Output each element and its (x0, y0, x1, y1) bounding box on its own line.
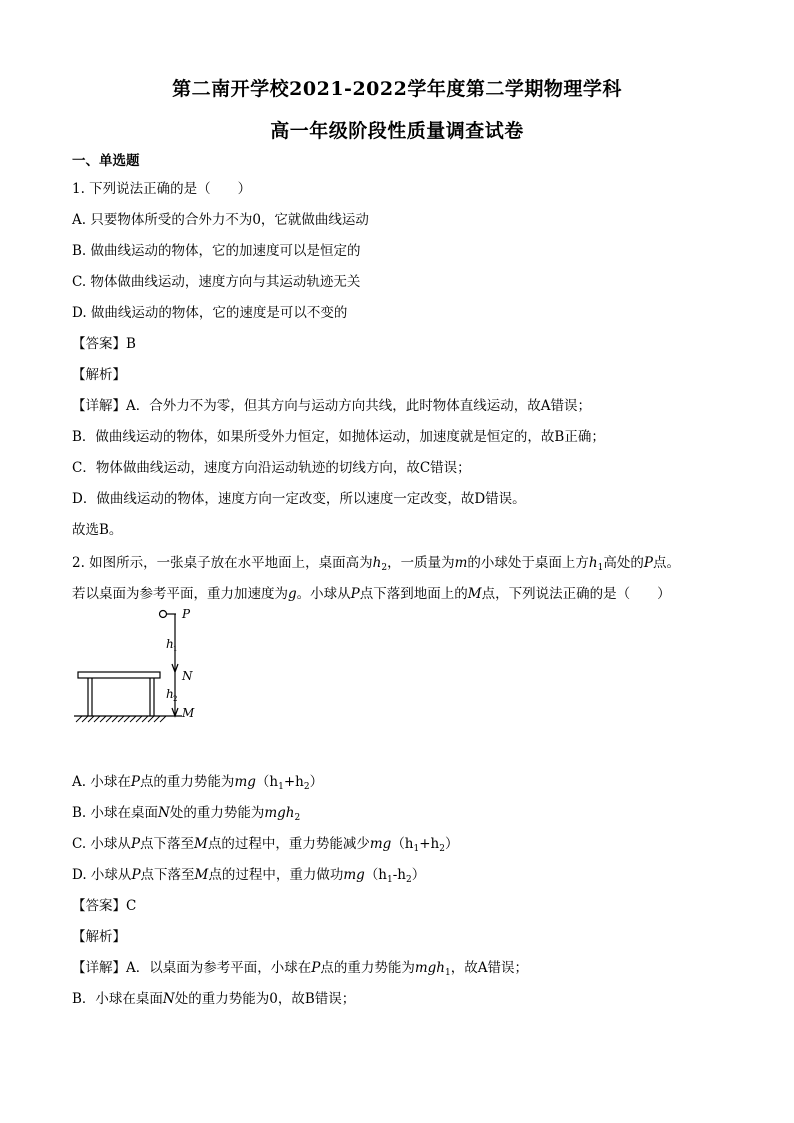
q2-option-a: A. 小球在P点的重力势能为$mg(h_1+h_2)$ (72, 774, 324, 792)
title-line-2: 高一年级阶段性质量调查试卷 (270, 120, 524, 142)
section-heading: 一、单选题 (72, 153, 140, 169)
q1-detail-a: 【详解】A．合外力不为零，但其方向与运动方向共线，此时物体直线运动，故A错误； (72, 398, 591, 414)
label-M: M (182, 706, 195, 720)
table-ball-diagram (72, 600, 212, 730)
q2-option-b: B. 小球在桌面N处的重力势能为mgh$_2$ (72, 805, 301, 823)
q2-detail-a: 【详解】A．以桌面为参考平面，小球在P点的重力势能为mgh$_1$，故A错误； (72, 960, 528, 978)
label-h2: h (166, 687, 174, 701)
q2-option-d: D. 小球从P点下落至M点的过程中，重力做功$mg(h_1-h_2)$ (72, 867, 426, 885)
q1-option-a: A. 只要物体所受的合外力不为0，它就做曲线运动 (72, 212, 369, 228)
q1-option-c: C. 物体做曲线运动，速度方向与其运动轨迹无关 (72, 274, 361, 290)
label-h1: h (166, 637, 174, 651)
q2-answer: 【答案】C (72, 898, 137, 914)
q1-option-b: B. 做曲线运动的物体，它的加速度可以是恒定的 (72, 243, 361, 259)
q2-stem-line-1: 2. 如图所示，一张桌子放在水平地面上，桌面高为$h_2$，一质量为m的小球处于桌面上方$h_1$高处的P点。 (72, 555, 680, 573)
title-line-1: 第二南开学校2021-2022学年度第二学期物理学科 (172, 78, 622, 100)
ball-shape (160, 611, 167, 618)
q1-option-d: D. 做曲线运动的物体，它的速度是可以不变的 (72, 305, 348, 321)
label-P: P (182, 607, 191, 621)
q1-detail-b: B．做曲线运动的物体，如果所受外力恒定，如抛体运动，加速度就是恒定的，故B正确； (72, 429, 605, 445)
q2-option-c: C. 小球从P点下落至M点的过程中，重力势能减少$mg(h_1+h_2)$ (72, 836, 459, 854)
q1-analysis-label: 【解析】 (72, 367, 126, 383)
q2-analysis-label: 【解析】 (72, 929, 126, 945)
q1-detail-d: D．做曲线运动的物体，速度方向一定改变，所以速度一定改变，故D错误。 (72, 491, 526, 507)
label-h1-sub: 1 (173, 645, 178, 653)
q1-detail-c: C．物体做曲线运动，速度方向沿运动轨迹的切线方向，故C错误； (72, 460, 471, 476)
label-h2-sub: 2 (173, 695, 178, 703)
q1-stem: 1. 下列说法正确的是（ ） (72, 181, 252, 197)
q1-conclusion: 故选B。 (72, 522, 123, 538)
label-N: N (182, 669, 193, 683)
q2-detail-b: B．小球在桌面N处的重力势能为0，故B错误； (72, 991, 356, 1007)
q1-answer: 【答案】B (72, 336, 136, 352)
q2-stem-line-2: 若以桌面为参考平面，重力加速度为g。小球从P点下落到地面上的M点，下列说法正确的是（ ） (72, 586, 671, 602)
